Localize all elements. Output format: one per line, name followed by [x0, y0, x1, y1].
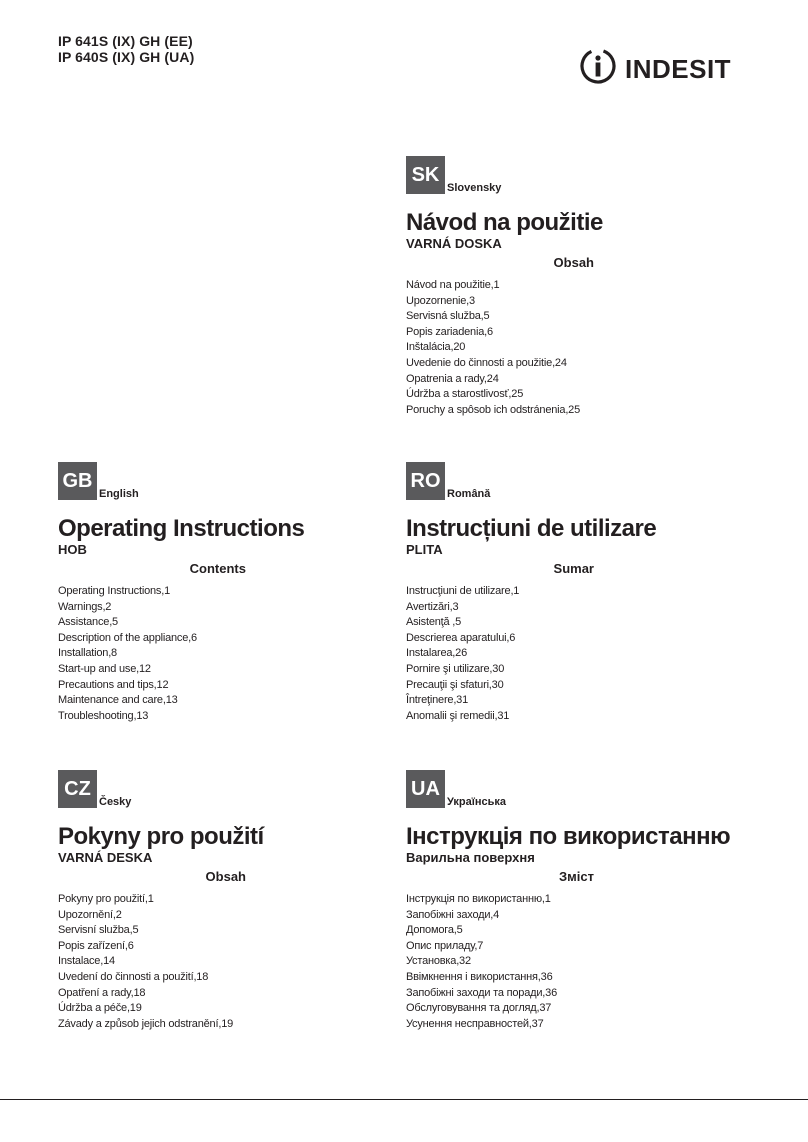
toc-item: Установка,32 [406, 955, 471, 968]
section-ua [406, 770, 786, 1032]
toc-item: Instalace,14 [58, 955, 115, 968]
section-subtitle: VARNÁ DESKA [58, 850, 153, 865]
language-badge: SK [406, 156, 445, 194]
toc-item: Návod na použitie,1 [406, 279, 500, 291]
contents-heading: Obsah [205, 869, 246, 884]
toc-item: Údržba a starostlivosť,25 [406, 388, 524, 401]
contents-heading: Contents [189, 561, 246, 576]
toc-item: Description of the appliance,6 [58, 631, 197, 644]
model-numbers [58, 33, 194, 65]
contents-heading: Obsah [553, 255, 594, 270]
bottom-divider [0, 1099, 808, 1100]
toc-item: Upozornění,2 [58, 908, 122, 921]
toc-item: Popis zariadenia,6 [406, 325, 493, 338]
section-subtitle: VARNÁ DOSKA [406, 236, 502, 251]
language-name: Česky [99, 796, 132, 808]
table-of-contents [58, 584, 438, 724]
language-badge: UA [406, 770, 445, 808]
toc-item: Precauţii şi sfaturi,30 [406, 678, 504, 691]
section-subtitle: Варильна поверхня [406, 850, 535, 865]
language-name: Slovensky [447, 182, 502, 194]
toc-item: Усунення несправностей,37 [406, 1017, 544, 1030]
toc-item: Запобіжні заходи,4 [406, 908, 500, 921]
language-name: Română [447, 488, 491, 500]
toc-item: Inštalácia,20 [406, 341, 466, 354]
model-number: IP 640S (IX) GH (UA) [58, 49, 195, 65]
toc-item: Întreţinere,31 [406, 694, 469, 707]
section-ro [406, 462, 786, 724]
toc-item: Warnings,2 [58, 600, 112, 613]
toc-item: Servisní služba,5 [58, 924, 139, 937]
toc-item: Upozornenie,3 [406, 294, 475, 307]
toc-item: Asistenţă ,5 [406, 616, 462, 629]
toc-item: Instalarea,26 [406, 647, 467, 660]
section-title: Pokyny pro použití [58, 823, 264, 850]
toc-item: Troubleshooting,13 [58, 709, 149, 722]
toc-item: Descrierea aparatului,6 [406, 631, 516, 644]
toc-item: Uvedenie do činnosti a použitie,24 [406, 356, 567, 369]
toc-item: Installation,8 [58, 647, 117, 660]
language-name: Українська [447, 796, 507, 808]
contents-heading: Sumar [553, 561, 594, 576]
toc-item: Pornire şi utilizare,30 [406, 662, 505, 675]
section-cz [58, 770, 438, 1032]
section-title: Operating Instructions [58, 515, 305, 542]
toc-item: Opatrenia a rady,24 [406, 372, 499, 385]
brand-name: INDESIT [625, 54, 732, 84]
section-subtitle: PLITA [406, 542, 443, 557]
toc-item: Інструкція по використанню,1 [406, 893, 551, 905]
toc-item: Ввімкнення і використання,36 [406, 970, 553, 983]
toc-item: Допомога,5 [406, 924, 463, 937]
indesit-ring-icon [579, 47, 617, 85]
section-gb [58, 462, 438, 724]
toc-item: Údržba a péče,19 [58, 1002, 142, 1015]
section-sk [406, 156, 786, 418]
toc-item: Assistance,5 [58, 616, 118, 629]
section-title: Návod na použitie [406, 209, 603, 236]
toc-item: Servisná služba,5 [406, 310, 490, 323]
language-name: English [99, 488, 139, 500]
toc-item: Maintenance and care,13 [58, 694, 178, 707]
toc-item: Start-up and use,12 [58, 662, 151, 675]
toc-item: Instrucţiuni de utilizare,1 [406, 585, 520, 597]
section-title: Інструкція по використанню [406, 823, 731, 850]
toc-item: Anomalii şi remedii,31 [406, 709, 510, 722]
toc-item: Pokyny pro použití,1 [58, 893, 154, 905]
section-title: Instrucțiuni de utilizare [406, 515, 657, 542]
toc-item: Opatření a rady,18 [58, 986, 146, 999]
model-number: IP 641S (IX) GH (EE) [58, 33, 193, 49]
language-badge: CZ [58, 770, 97, 808]
toc-item: Uvedení do činnosti a použití,18 [58, 970, 209, 983]
toc-item: Precautions and tips,12 [58, 678, 169, 691]
language-badge: RO [406, 462, 445, 500]
toc-item: Запобіжні заходи та поради,36 [406, 986, 557, 999]
toc-item: Operating Instructions,1 [58, 585, 170, 597]
brand-logo [579, 47, 739, 91]
table-of-contents [406, 278, 786, 418]
contents-heading: Зміст [559, 869, 594, 884]
toc-item: Avertizări,3 [406, 600, 459, 613]
section-subtitle: HOB [58, 542, 87, 557]
toc-item: Popis zařízení,6 [58, 939, 134, 952]
toc-item: Závady a způsob jejich odstranění,19 [58, 1017, 234, 1030]
language-badge: GB [58, 462, 97, 500]
toc-item: Poruchy a spôsob ich odstránenia,25 [406, 403, 581, 416]
table-of-contents [406, 892, 786, 1032]
table-of-contents [406, 584, 786, 724]
toc-item: Опис приладу,7 [406, 939, 484, 952]
toc-item: Обслуговування та догляд,37 [406, 1002, 552, 1015]
table-of-contents [58, 892, 438, 1032]
